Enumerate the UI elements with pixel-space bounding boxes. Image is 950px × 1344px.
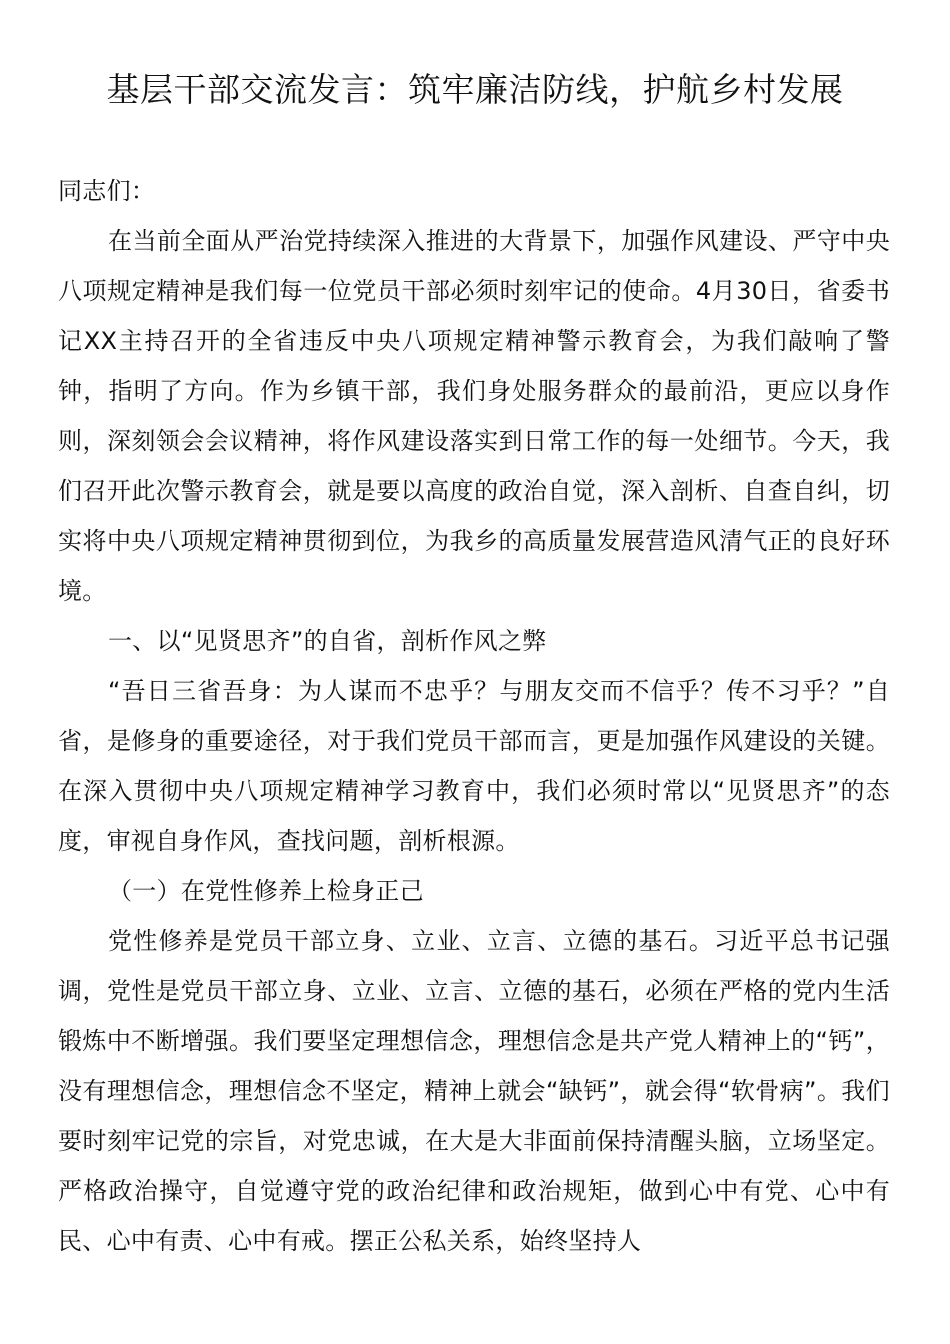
intro-paragraph: 在当前全面从严治党持续深入推进的大背景下，加强作风建设、严守中央八项规定精神是我们每一位党员干部必须时刻牢记的使命。4月30日，省委书记XX主持召开的全省违反中央八项规定精神警示教育会，为我们敲响了警钟，指明了方向。作为乡镇干部，我们身处服务群众的最前沿，更应以身作则，深刻领会会议精神，将作风建设落实到日常工作的每一处细节。今天，我们召开此次警示教育会，就是要以高度的政治自觉，深入剖析、自查自纠，切实将中央八项规定精神贯彻到位，为我乡的高质量发展营造风清气正的良好环境。 bbox=[58, 227, 890, 605]
subsection-heading-1: （一）在党性修养上检身正己 bbox=[108, 877, 424, 905]
section-heading-1: 一、以“见贤思齐”的自省，剖析作风之弊 bbox=[108, 627, 547, 655]
salutation: 同志们： bbox=[58, 177, 156, 205]
document-body bbox=[58, 166, 890, 1266]
section-1-paragraph: “吾日三省吾身：为人谋而不忠乎？与朋友交而不信乎？传不习乎？”自省，是修身的重要途径，对于我们党员干部而言，更是加强作风建设的关键。在深入贯彻中央八项规定精神学习教育中，我们必须时常以“见贤思齐”的态度，审视自身作风，查找问题，剖析根源。 bbox=[58, 677, 890, 855]
document-title: 基层干部交流发言：筑牢廉洁防线，护航乡村发展 bbox=[106, 70, 844, 109]
subsection-1-paragraph: 党性修养是党员干部立身、立业、立言、立德的基石。习近平总书记强调，党性是党员干部立身、立业、立言、立德的基石，必须在严格的党内生活锻炼中不断增强。我们要坚定理想信念，理想信念是共产党人精神上的“钙”，没有理想信念，理想信念不坚定，精神上就会“缺钙”，就会得“软骨病”。我们要时刻牢记党的宗旨，对党忠诚，在大是大非面前保持清醒头脑，立场坚定。严格政治操守，自觉遵守党的政治纪律和政治规矩，做到心中有党、心中有民、心中有责、心中有戒。摆正公私关系，始终坚持人 bbox=[58, 927, 890, 1255]
